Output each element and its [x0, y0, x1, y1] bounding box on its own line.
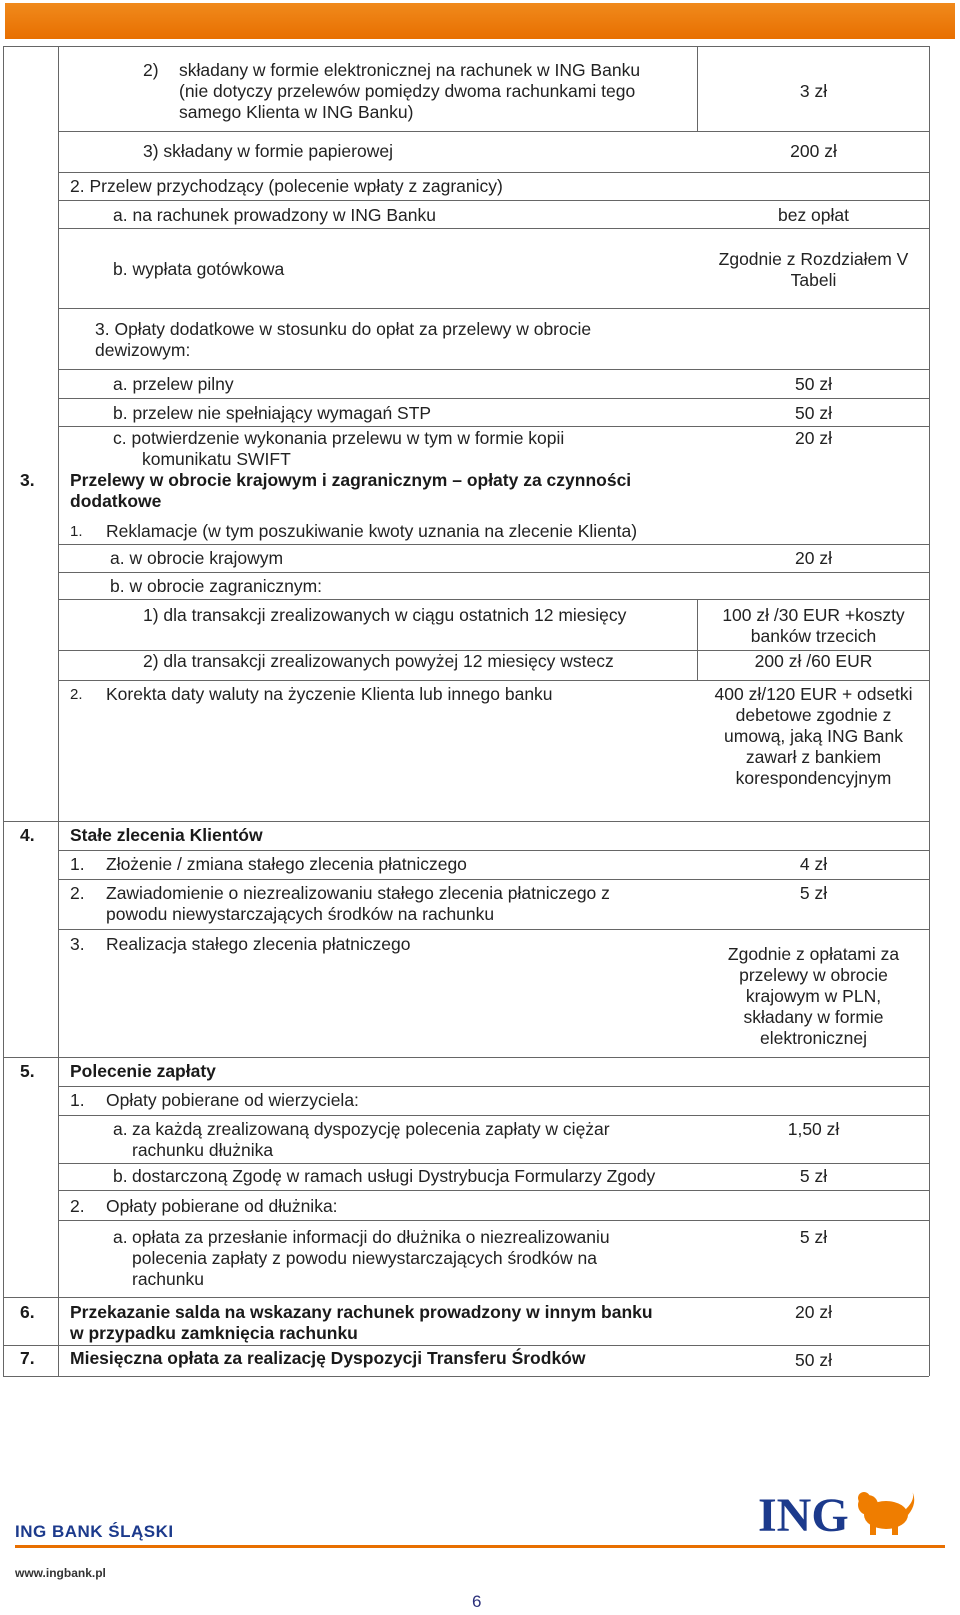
row-label: 2) — [143, 60, 159, 80]
row-text: b. w obrocie zagranicznym: — [110, 576, 323, 596]
section-title: Miesięczna opłata za realizację Dyspozycji Transferu Środków — [70, 1348, 586, 1368]
row-text: 1) dla transakcji zrealizowanych w ciągu ostatnich 12 miesięcy — [143, 605, 627, 625]
fee-value: 50 zł — [795, 403, 832, 423]
item-number: 1. — [70, 523, 83, 540]
fee-value: 5 zł — [799, 1227, 828, 1247]
row-text: Zawiadomienie o niezrealizowaniu stałego zlecenia płatniczego z — [106, 883, 610, 903]
row-text: za każdą zrealizowaną dyspozycję polecenia zapłaty w ciężar — [132, 1119, 610, 1139]
fee-value: krajowym w PLN, — [745, 986, 882, 1006]
page-number: 6 — [472, 1592, 482, 1611]
fee-value: 50 zł — [795, 1350, 832, 1370]
row-text: opłata za przesłanie informacji do dłużnika o niezrealizowaniu — [132, 1227, 610, 1247]
row-text: a. w obrocie krajowym — [110, 548, 284, 568]
fee-value: przelewy w obrocie — [739, 965, 888, 985]
section-title: Przekazanie salda na wskazany rachunek prowadzony w innym banku — [70, 1302, 653, 1322]
row-text: c. potwierdzenie wykonania przelewu w tym w formie kopii — [113, 428, 565, 448]
row-text: Realizacja stałego zlecenia płatniczego — [106, 934, 411, 954]
item-number: 1. — [70, 854, 85, 874]
fee-value: składany w formie — [743, 1007, 884, 1027]
lion-icon — [858, 1491, 914, 1535]
row-heading: dewizowym: — [95, 340, 191, 360]
item-number: 1. — [70, 1090, 85, 1110]
section-title: dodatkowe — [70, 491, 162, 511]
section-number: 3. — [20, 470, 35, 490]
fee-value: umową, jaką ING Bank — [724, 726, 903, 746]
fee-value: 200 zł /60 EUR — [754, 651, 873, 671]
fee-value: 5 zł — [799, 883, 828, 903]
row-heading: 3. Opłaty dodatkowe w stosunku do opłat za przelewy w obrocie — [95, 319, 592, 339]
row-text: Reklamacje (w tym poszukiwanie kwoty uznania na zlecenie Klienta) — [106, 521, 638, 541]
row-text: a. przelew pilny — [113, 374, 234, 394]
fee-value: Tabeli — [790, 270, 837, 290]
row-text: 3) składany w formie papierowej — [143, 141, 393, 161]
item-number: 3. — [70, 934, 85, 954]
fee-value: Zgodnie z opłatami za — [727, 944, 900, 964]
fee-value: 20 zł — [795, 1302, 832, 1322]
row-text: Opłaty pobierane od wierzyciela: — [106, 1090, 359, 1110]
fee-value: 50 zł — [795, 374, 832, 394]
item-number: 2. — [70, 686, 83, 703]
section-title: Przelewy w obrocie krajowym i zagranicznym – opłaty za czynności — [70, 470, 632, 490]
row-heading: 2. Przelew przychodzący (polecenie wpłaty z zagranicy) — [70, 176, 503, 196]
row-text: dostarczoną Zgodę w ramach usługi Dystrybucja Formularzy Zgody — [132, 1166, 656, 1186]
fee-value: banków trzecich — [750, 626, 877, 646]
fee-value: 400 zł/120 EUR + odsetki — [714, 684, 913, 704]
fee-value: 1,50 zł — [787, 1119, 840, 1139]
fee-value: debetowe zgodnie z — [735, 705, 892, 725]
fee-value: 3 zł — [799, 81, 828, 101]
row-text: komunikatu SWIFT — [142, 449, 291, 469]
footer-url[interactable]: www.ingbank.pl — [15, 1566, 106, 1580]
row-text: (nie dotyczy przelewów pomiędzy dwoma rachunkami tego — [179, 81, 636, 101]
item-number: 2. — [70, 883, 85, 903]
row-text: powodu niewystarczających środków na rachunku — [106, 904, 495, 924]
section-title: w przypadku zamknięcia rachunku — [70, 1323, 358, 1343]
top-orange-bar — [5, 3, 955, 39]
section-title: Stałe zlecenia Klientów — [70, 825, 263, 845]
row-text: rachunku dłużnika — [132, 1140, 274, 1160]
row-label: a. — [113, 1119, 128, 1139]
fee-value: elektronicznej — [760, 1028, 867, 1048]
fee-value: korespondencyjnym — [735, 768, 892, 788]
fee-value: 20 zł — [795, 428, 832, 448]
fee-value: zawarł z bankiem — [745, 747, 882, 767]
ing-logo-text: ING — [758, 1489, 849, 1539]
row-text: Korekta daty waluty na życzenie Klienta lub innego banku — [106, 684, 553, 704]
item-number: 2. — [70, 1196, 85, 1216]
fee-value: 5 zł — [799, 1166, 828, 1186]
section-number: 4. — [20, 825, 35, 845]
fee-value: 100 zł /30 EUR +koszty — [722, 605, 905, 625]
footer-divider — [15, 1545, 945, 1548]
fee-value: 200 zł — [790, 141, 837, 161]
row-text: Złożenie / zmiana stałego zlecenia płatniczego — [106, 854, 467, 874]
row-text: składany w formie elektronicznej na rachunek w ING Banku — [179, 60, 641, 80]
row-label: a. — [113, 1227, 128, 1247]
row-text: polecenia zapłaty z powodu niewystarczających środków na — [132, 1248, 597, 1268]
fee-value: 4 zł — [799, 854, 828, 874]
ing-logo — [758, 1485, 918, 1544]
section-title: Polecenie zapłaty — [70, 1061, 216, 1081]
row-label: b. — [113, 1166, 128, 1186]
row-text: Opłaty pobierane od dłużnika: — [106, 1196, 338, 1216]
section-number: 6. — [20, 1302, 35, 1322]
row-text: rachunku — [132, 1269, 204, 1289]
row-text: b. wypłata gotówkowa — [113, 259, 285, 279]
fee-value: 20 zł — [795, 548, 832, 568]
row-text: samego Klienta w ING Banku) — [179, 102, 414, 122]
fee-value: Zgodnie z Rozdziałem V — [718, 249, 909, 269]
fee-value: bez opłat — [777, 205, 850, 225]
row-text: 2) dla transakcji zrealizowanych powyżej 12 miesięcy wstecz — [143, 651, 614, 671]
section-number: 5. — [20, 1061, 35, 1081]
section-number: 7. — [20, 1348, 35, 1368]
footer-brand: ING BANK ŚLĄSKI — [15, 1522, 174, 1541]
row-text: b. przelew nie spełniający wymagań STP — [113, 403, 432, 423]
row-text: a. na rachunek prowadzony w ING Banku — [113, 205, 436, 225]
